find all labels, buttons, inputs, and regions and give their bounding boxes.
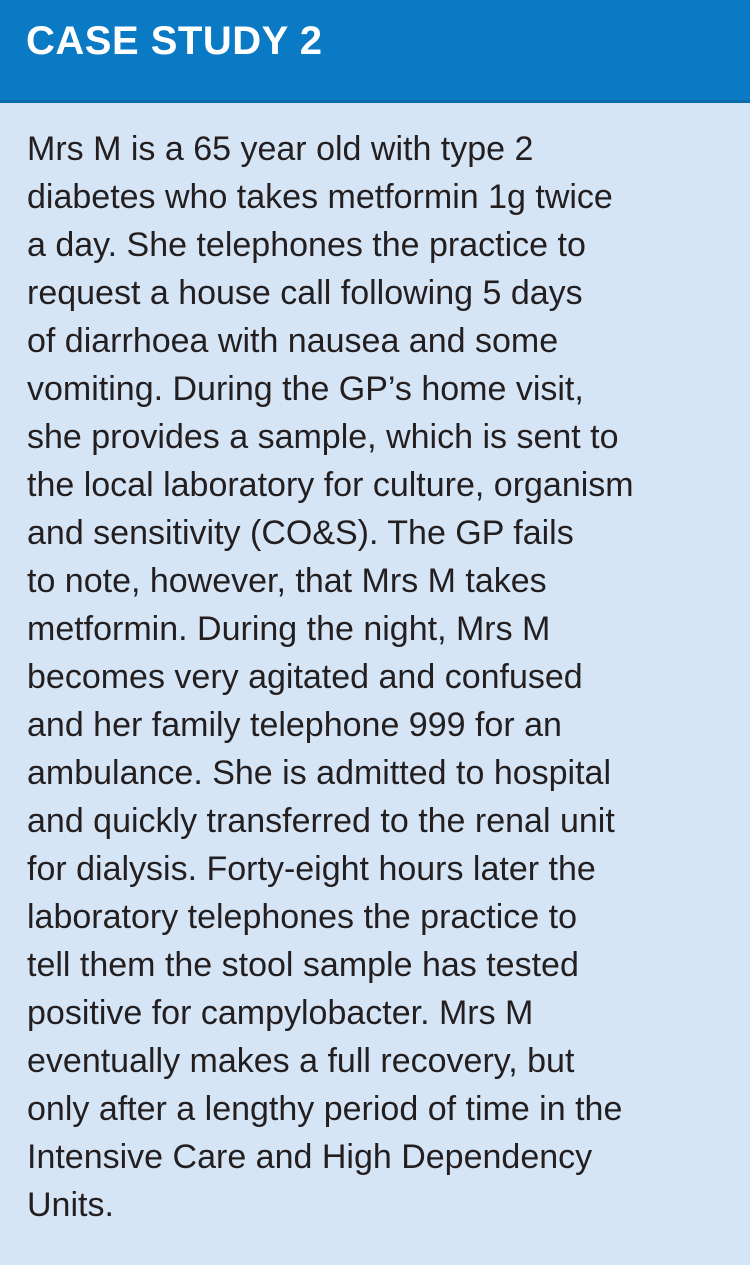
text-line: becomes very agitated and confused bbox=[27, 658, 583, 696]
text-line: and her family telephone 999 for an bbox=[27, 706, 562, 744]
text-line: and quickly transferred to the renal unit bbox=[27, 802, 615, 840]
text-line: vomiting. During the GP’s home visit, bbox=[27, 370, 584, 408]
text-line: Mrs M is a 65 year old with type 2 bbox=[27, 130, 534, 168]
text-line: metformin. During the night, Mrs M bbox=[27, 610, 551, 648]
case-study-title: CASE STUDY 2 bbox=[26, 19, 323, 63]
text-line: diabetes who takes metformin 1g twice bbox=[27, 178, 613, 216]
text-line: for dialysis. Forty-eight hours later the bbox=[27, 850, 596, 888]
text-line: Units. bbox=[27, 1186, 114, 1224]
text-line: of diarrhoea with nausea and some bbox=[27, 322, 559, 360]
case-study-text bbox=[27, 125, 742, 1229]
text-line: a day. She telephones the practice to bbox=[27, 226, 586, 264]
text-line: the local laboratory for culture, organism bbox=[27, 466, 634, 504]
text-line: and sensitivity (CO&S). The GP fails bbox=[27, 514, 574, 552]
text-line: ambulance. She is admitted to hospital bbox=[27, 754, 612, 792]
text-line: to note, however, that Mrs M takes bbox=[27, 562, 547, 600]
case-study-header bbox=[0, 0, 750, 103]
text-line: request a house call following 5 days bbox=[27, 274, 583, 312]
text-line: laboratory telephones the practice to bbox=[27, 898, 578, 936]
text-line: eventually makes a full recovery, but bbox=[27, 1042, 575, 1080]
text-line: positive for campylobacter. Mrs M bbox=[27, 994, 534, 1032]
text-line: Intensive Care and High Dependency bbox=[27, 1138, 593, 1176]
text-line: only after a lengthy period of time in the bbox=[27, 1090, 623, 1128]
text-line: tell them the stool sample has tested bbox=[27, 946, 579, 984]
text-line: she provides a sample, which is sent to bbox=[27, 418, 619, 456]
